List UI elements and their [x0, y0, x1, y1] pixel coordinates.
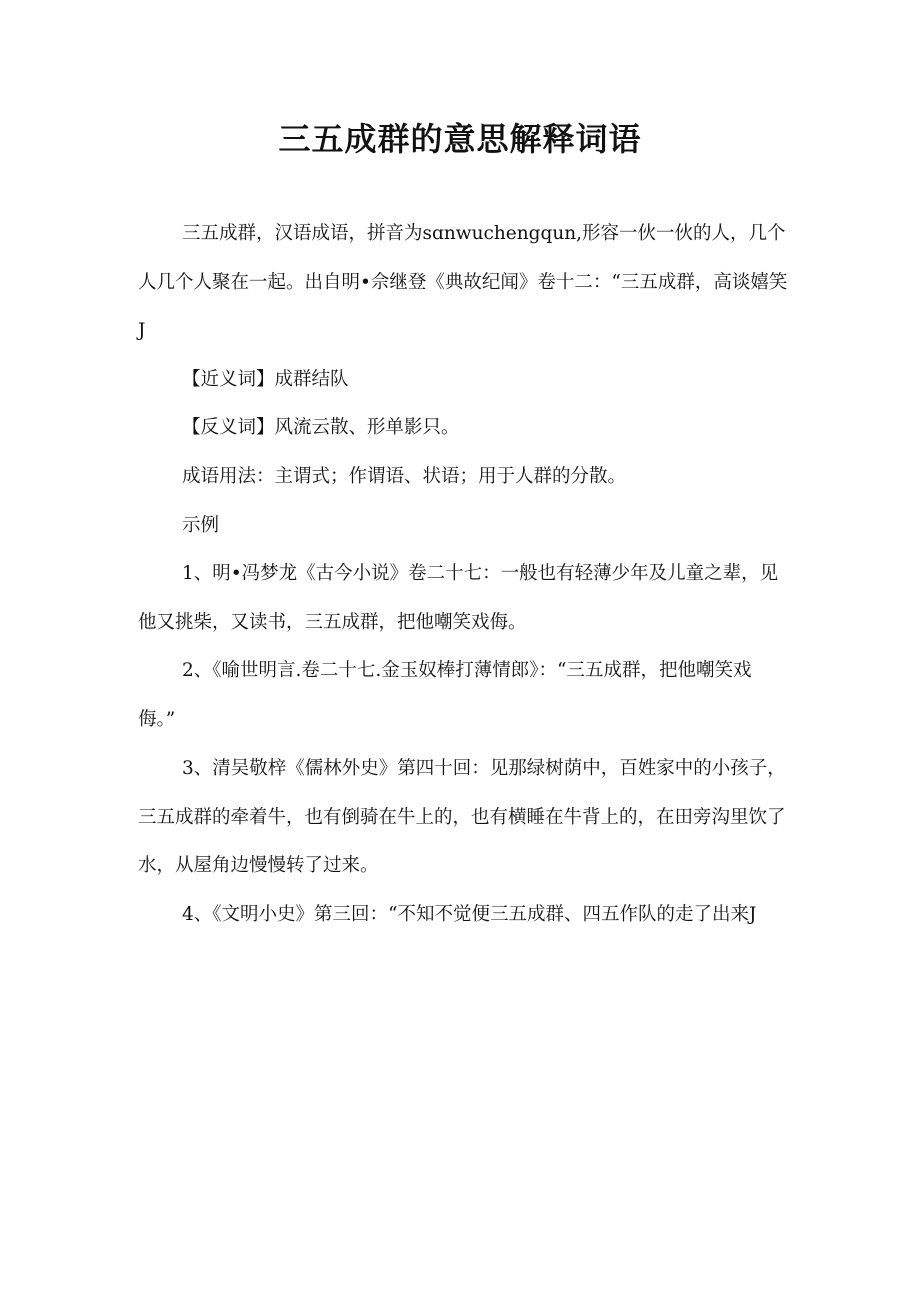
usage-paragraph: 成语用法：主谓式；作谓语、状语；用于人群的分散。: [182, 466, 627, 487]
synonym-paragraph: 【近义词】成群结队: [182, 369, 349, 390]
examples-heading: 示例: [182, 515, 220, 536]
example-4-paragraph: 4、《文明小史》第三回：“不知不觉便三五成群、四五作队的走了出来J: [182, 904, 757, 925]
example-1-paragraph: 1、明•冯梦龙《古今小说》卷二十七：一般也有轻薄少年及儿童之辈，见他又挑柴，又读书，三五成群，把他嘲笑戏侮。: [138, 563, 779, 633]
example-2-paragraph: 2、《喻世明言.卷二十七.金玉奴棒打薄情郎》：“三五成群，把他嘲笑戏侮。”: [138, 660, 752, 730]
document-title: 三五成群的意思解释词语: [278, 120, 642, 158]
intro-paragraph: 三五成群，汉语成语，拼音为sɑnwuchengqun,形容一伙一伙的人，几个人几个人聚在一起。出自明•佘继登《典故纪闻》卷十二：“三五成群，高谈嬉笑J: [138, 223, 788, 341]
example-3-paragraph: 3、清吴敬梓《儒林外史》第四十回：见那绿树荫中，百姓家中的小孩子，三五成群的牵着牛，也有倒骑在牛上的，也有横睡在牛背上的，在田旁沟里饮了水，从屋角边慢慢转了过来。: [138, 758, 786, 876]
antonym-paragraph: 【反义词】风流云散、形单影只。: [182, 417, 460, 438]
